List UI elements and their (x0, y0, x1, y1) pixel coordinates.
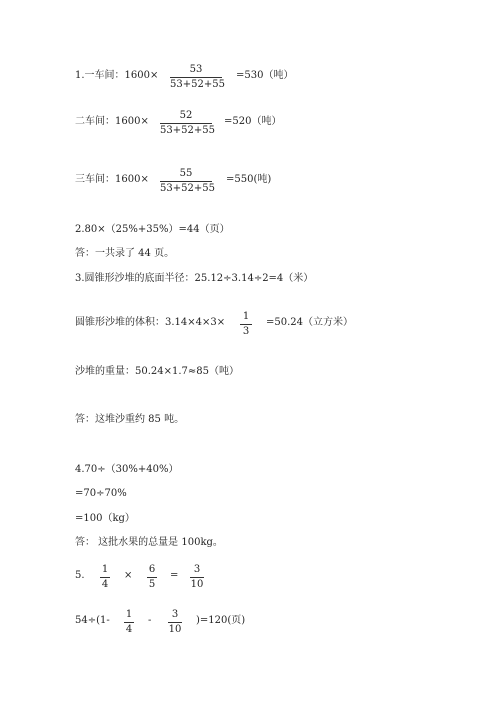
fraction-numerator: 1 (101, 564, 109, 575)
q3-weight: 沙堆的重量：50.24×1.7≈85（吨） (75, 366, 240, 377)
q5-line2-fraction-2 (168, 610, 182, 635)
q1-line3-prefix: 三车间：1600× (75, 174, 149, 185)
fraction-denominator: 53+52+55 (160, 183, 215, 194)
fraction-numerator: 6 (148, 564, 156, 575)
q5-fraction-1 (100, 565, 110, 590)
fraction-numerator: 1 (242, 311, 250, 322)
q4-line3: =100（kg） (75, 513, 135, 524)
fraction-numerator: 3 (193, 564, 201, 575)
fraction-denominator: 3 (242, 326, 250, 337)
fraction-denominator: 10 (190, 579, 204, 590)
fraction-numerator: 53 (189, 64, 203, 75)
q1-line3-result: =550(吨) (226, 174, 272, 185)
q3-volume-fraction (240, 312, 252, 337)
q5-line2-fraction-1 (124, 610, 134, 635)
q4-answer: 答： 这批水果的总量是 100kg。 (75, 537, 223, 548)
fraction-denominator: 4 (125, 624, 133, 635)
fraction-numerator: 3 (171, 609, 179, 620)
equals-sign: = (170, 570, 179, 581)
fraction-numerator: 52 (179, 110, 193, 121)
q1-line1-fraction (170, 64, 225, 90)
fraction-numerator: 55 (179, 168, 193, 179)
q5-line2-prefix: 54÷(1- (75, 615, 110, 626)
q1-line1-result: =530（吨） (236, 70, 294, 81)
q4-line2: =70÷70% (75, 488, 127, 499)
fraction-denominator: 53+52+55 (160, 125, 215, 136)
q5-line2-result: )=120(页) (196, 615, 246, 626)
q5-fraction-2 (147, 565, 157, 590)
fraction-numerator: 1 (125, 609, 133, 620)
q1-line2-prefix: 二车间：1600× (75, 116, 149, 127)
q4-line1: 4.70÷（30%+40%） (75, 464, 179, 475)
q1-line3-fraction (160, 168, 215, 194)
q1-line2-result: =520（吨） (224, 116, 282, 127)
fraction-denominator: 4 (101, 579, 109, 590)
fraction-denominator: 10 (168, 624, 182, 635)
q2-expression: 2.80×（25%+35%）=44（页） (75, 224, 230, 235)
q2-answer: 答：一共录了 44 页。 (75, 248, 175, 259)
q3-volume-result: =50.24（立方米） (266, 317, 354, 328)
q3-volume-prefix: 圆锥形沙堆的体积：3.14×4×3× (75, 317, 226, 328)
q1-line2-fraction (160, 110, 215, 136)
fraction-denominator: 53+52+55 (170, 79, 225, 90)
times-sign: × (124, 570, 133, 581)
q3-radius: 3.圆锥形沙堆的底面半径：25.12÷3.14÷2=4（米） (75, 273, 314, 284)
q5-label: 5. (75, 570, 85, 581)
minus-sign: - (148, 615, 152, 626)
q5-fraction-3 (190, 565, 204, 590)
q3-answer: 答：这堆沙重约 85 吨。 (75, 414, 185, 425)
q1-line1-prefix: 1.一车间：1600× (75, 70, 159, 81)
fraction-denominator: 5 (148, 579, 156, 590)
